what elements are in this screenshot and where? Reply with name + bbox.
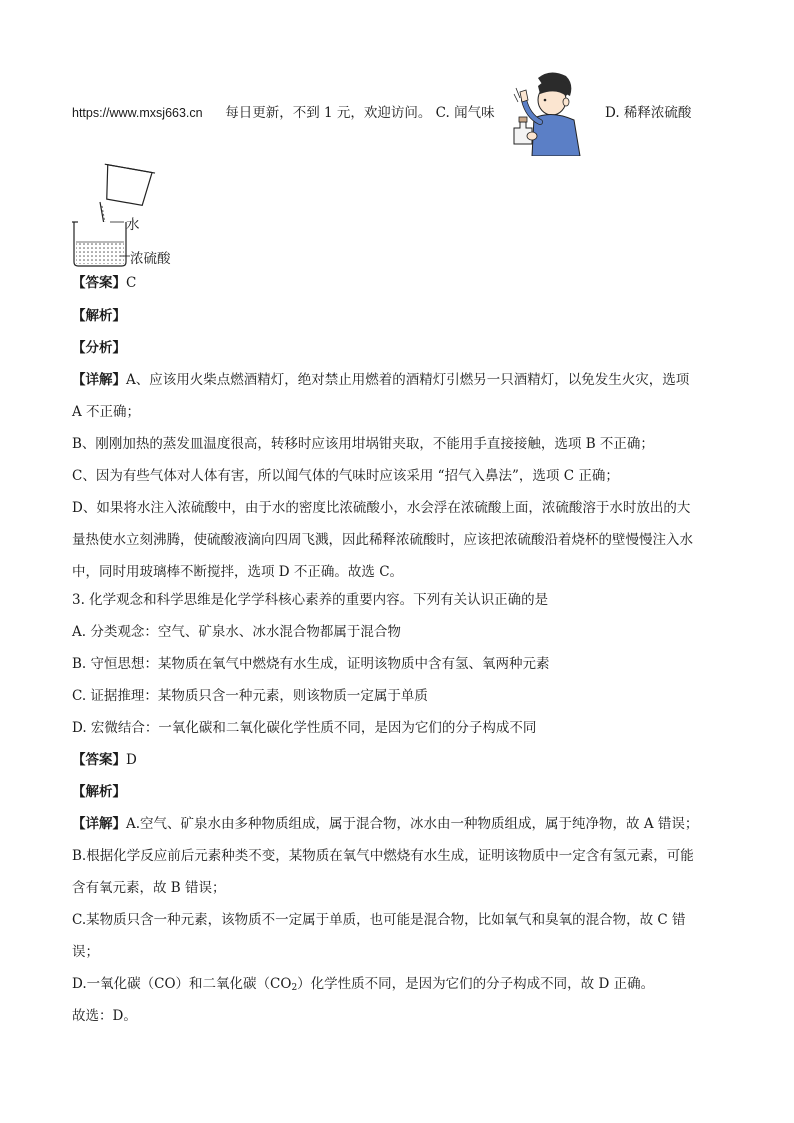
- q3-detail-line-2: B.根据化学反应前后元素种类不变，某物质在氧气中燃烧有水生成，证明该物质中一定含有氢元素，可能: [72, 848, 694, 864]
- detail-tag: 【详解】: [72, 816, 126, 832]
- q3-detail-line-3: 含有氧元素，故 B 错误；: [72, 880, 226, 896]
- option-c-label: C. 闻气味: [435, 105, 495, 121]
- q2-detail-line-7: 中，同时用玻璃棒不断搅拌，选项 D 不正确。故选 C。: [72, 564, 404, 580]
- q2-analyze-tag: 【分析】: [72, 340, 126, 356]
- q3-detail-line-5: 误；: [72, 944, 99, 960]
- answer-tag: 【答案】: [72, 752, 126, 768]
- smelling-gas-illustration: [510, 70, 590, 156]
- q3-option-c: C. 证据推理：某物质只含一种元素，则该物质一定属于单质: [72, 688, 428, 704]
- q3-detail-line-4: C.某物质只含一种元素，该物质不一定属于单质，也可能是混合物，比如氧气和臭氧的混合物，故 C 错: [72, 912, 686, 928]
- header-line: [72, 104, 495, 122]
- q3-detail-line-1: [72, 815, 698, 833]
- q3-option-d: D. 宏微结合：一氧化碳和二氧化碳化学性质不同，是因为它们的分子构成不同: [72, 720, 537, 736]
- q3-detail-text-1: A.空气、矿泉水由多种物质组成，属于混合物，冰水由一种物质组成，属于纯净物，故 A 错误；: [126, 816, 699, 832]
- q2-detail-line-3: B、刚刚加热的蒸发皿温度很高，转移时应该用坩埚钳夹取，不能用手直接接触，选项 B 不正确；: [72, 436, 654, 452]
- co2-subscript: 2: [291, 983, 298, 993]
- q2-detail-line-6: 量热使水立刻沸腾，使硫酸液滴向四周飞溅，因此稀释浓硫酸时，应该把浓硫酸沿着烧杯的壁慢慢注入水: [72, 532, 693, 548]
- q3-option-a: A. 分类观念：空气、矿泉水、冰水混合物都属于混合物: [72, 624, 401, 640]
- q3-stem: 3. 化学观念和科学思维是化学学科核心素养的重要内容。下列有关认识正确的是: [72, 592, 549, 608]
- answer-value: C: [126, 275, 137, 291]
- option-d-label: D. 稀释浓硫酸: [605, 105, 692, 121]
- q2-answer: [72, 274, 136, 292]
- q2-detail-line-2: A 不正确；: [72, 404, 141, 420]
- water-label: 水: [126, 217, 140, 233]
- q3-detail-line-6: [72, 975, 654, 997]
- q2-detail-text-1: A、应该用火柴点燃酒精灯，绝对禁止用燃着的酒精灯引燃另一只酒精灯，以免发生火灾，选项: [126, 372, 690, 388]
- answer-value: D: [126, 752, 137, 768]
- q3-option-b: B. 守恒思想：某物质在氧气中燃烧有水生成，证明该物质中含有氢、氧两种元素: [72, 656, 550, 672]
- q3-answer: [72, 751, 137, 769]
- detail-tag: 【详解】: [72, 372, 126, 388]
- q3-detail-text-6a: D.一氧化碳（CO）和二氧化碳（CO: [72, 976, 292, 992]
- q2-detail-line-5: D、如果将水注入浓硫酸中，由于水的密度比浓硫酸小，水会浮在浓硫酸上面，浓硫酸溶于水时放出的大: [72, 500, 691, 516]
- q2-analysis-tag: 【解析】: [72, 308, 126, 324]
- q2-detail-line-4: C、因为有些气体对人体有害，所以闻气体的气味时应该采用 “招气入鼻法”，选项 C 正确；: [72, 468, 619, 484]
- site-url[interactable]: https://www.mxsj663.cn: [72, 106, 203, 120]
- site-slogan: 每日更新，不到 1 元，欢迎访问。: [225, 105, 432, 121]
- answer-tag: 【答案】: [72, 275, 126, 291]
- q2-detail-line-1: [72, 371, 689, 389]
- q3-detail-text-6b: ）化学性质不同，是因为它们的分子构成不同，故 D 正确。: [297, 976, 655, 992]
- q3-analysis-tag: 【解析】: [72, 784, 126, 800]
- acid-label: 浓硫酸: [130, 251, 171, 267]
- q3-conclusion: 故选：D。: [72, 1008, 137, 1024]
